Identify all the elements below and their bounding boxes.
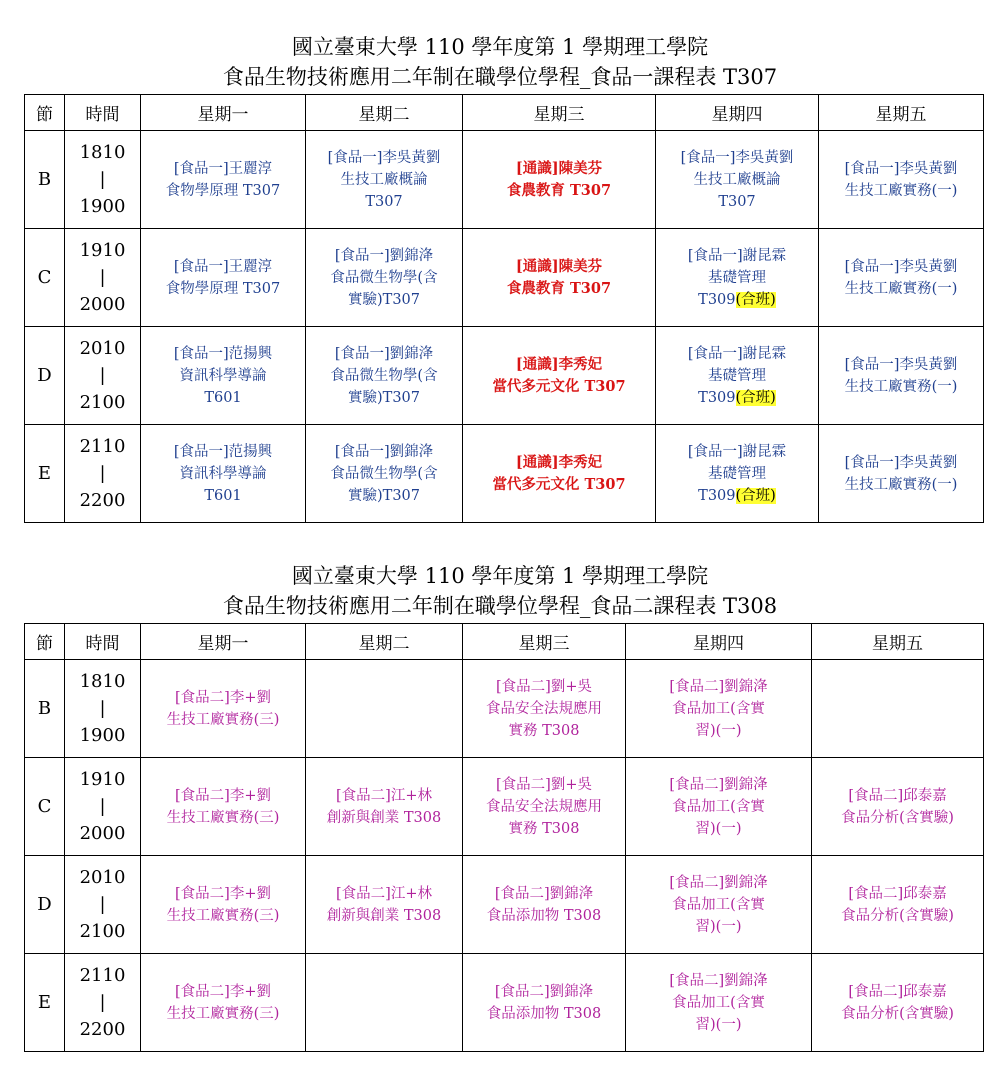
period-label: B xyxy=(25,131,65,229)
course-detail: 食品微生物學(含 xyxy=(330,269,438,286)
course-instructor: [食品一]李吳黃劉 xyxy=(844,160,958,177)
course-instructor: [食品一]李吳黃劉 xyxy=(844,454,958,471)
course-cell xyxy=(626,660,812,758)
time-separator: | xyxy=(99,698,106,719)
course-cell xyxy=(463,856,626,954)
course-detail: 食品微生物學(含 xyxy=(330,367,438,384)
course-instructor: [食品一]范揚興 xyxy=(173,345,273,362)
table1-title-line1: 國立臺東大學 110 學年度第 1 學期理工學院 xyxy=(291,35,709,59)
course-detail: 食農教育 T307 xyxy=(506,181,612,199)
room-code: T309 xyxy=(698,487,736,504)
period-label: E xyxy=(25,954,65,1052)
course-instructor: [食品二]劉錦洚 xyxy=(669,776,768,793)
course-detail: 習)(一) xyxy=(695,820,742,837)
course-detail: 實驗)T307 xyxy=(347,389,420,406)
course-cell xyxy=(306,131,463,229)
course-instructor: [食品二]李+劉 xyxy=(175,689,271,706)
course-cell xyxy=(626,954,812,1052)
time-separator: | xyxy=(99,169,106,190)
course-detail: 基礎管理 xyxy=(708,465,766,482)
course-detail: 食品分析(含實驗) xyxy=(841,907,954,924)
room-code: T309 xyxy=(698,291,736,308)
time-start: 1810 xyxy=(79,142,126,163)
course-detail: 食物學原理 T307 xyxy=(165,280,281,297)
header-weekday: 星期三 xyxy=(463,624,626,660)
course-detail: 實務 T308 xyxy=(508,722,580,739)
course-cell xyxy=(812,758,984,856)
course-cell xyxy=(656,327,819,425)
course-cell xyxy=(463,660,626,758)
schedule-row xyxy=(25,954,984,1052)
course-cell xyxy=(141,327,306,425)
course-detail: 食品安全法規應用 xyxy=(486,700,602,717)
course-cell xyxy=(141,954,306,1052)
course-cell xyxy=(819,131,984,229)
schedule-row xyxy=(25,856,984,954)
period-label: D xyxy=(25,856,65,954)
course-cell xyxy=(306,660,463,758)
course-instructor: [食品二]劉+吳 xyxy=(496,776,592,793)
course-cell xyxy=(626,856,812,954)
time-end: 2100 xyxy=(79,921,126,942)
course-cell xyxy=(306,758,463,856)
time-cell xyxy=(65,425,141,523)
course-detail: 實驗)T307 xyxy=(347,291,420,308)
course-cell xyxy=(819,425,984,523)
course-instructor: [食品一]劉錦洚 xyxy=(334,247,434,264)
course-detail: 實驗)T307 xyxy=(347,487,420,504)
header-weekday: 星期一 xyxy=(141,95,306,131)
course-instructor: [食品一]謝昆霖 xyxy=(687,345,787,362)
table1-title xyxy=(0,32,1000,92)
course-cell xyxy=(463,229,656,327)
course-detail: 實務 T308 xyxy=(508,820,580,837)
room-code: T309 xyxy=(698,389,736,406)
course-detail: 生技工廠實務(三) xyxy=(166,907,280,924)
course-instructor: [食品一]李吳黃劉 xyxy=(327,149,441,166)
header-weekday: 星期五 xyxy=(819,95,984,131)
course-instructor: [食品二]江+林 xyxy=(336,787,432,804)
course-detail: T307 xyxy=(365,193,403,210)
header-time: 時間 xyxy=(65,624,141,660)
time-end: 2200 xyxy=(79,1019,126,1040)
course-instructor: [通識]李秀妃 xyxy=(515,355,603,373)
course-cell xyxy=(812,954,984,1052)
time-cell xyxy=(65,327,141,425)
course-instructor: [食品二]李+劉 xyxy=(175,885,271,902)
time-end: 2100 xyxy=(79,392,126,413)
course-instructor: [食品二]劉錦洚 xyxy=(669,678,768,695)
schedule-row xyxy=(25,229,984,327)
header-weekday: 星期四 xyxy=(656,95,819,131)
period-label: C xyxy=(25,229,65,327)
table1-title-line2: 食品生物技術應用二年制在職學位學程_食品一課程表 T307 xyxy=(222,65,778,89)
course-detail: 食品分析(含實驗) xyxy=(841,809,954,826)
course-detail: 食物學原理 T307 xyxy=(165,182,281,199)
time-separator: | xyxy=(99,992,106,1013)
course-detail: 習)(一) xyxy=(695,918,742,935)
course-instructor: [食品二]劉錦洚 xyxy=(669,874,768,891)
course-detail: 生技工廠實務(三) xyxy=(166,711,280,728)
course-cell xyxy=(141,229,306,327)
time-start: 1810 xyxy=(79,671,126,692)
course-detail: 習)(一) xyxy=(695,722,742,739)
course-instructor: [通識]陳美芬 xyxy=(515,159,603,177)
header-time: 時間 xyxy=(65,95,141,131)
course-detail: 生技工廠實務(三) xyxy=(166,809,280,826)
table2-title-line2: 食品生物技術應用二年制在職學位學程_食品二課程表 T308 xyxy=(222,594,778,618)
course-detail: 食農教育 T307 xyxy=(506,279,612,297)
course-cell xyxy=(463,758,626,856)
course-detail: 食品安全法規應用 xyxy=(486,798,602,815)
course-instructor: [食品二]劉錦洚 xyxy=(494,983,594,1000)
course-instructor: [食品一]王麗淳 xyxy=(173,160,273,177)
course-instructor: [食品二]李+劉 xyxy=(175,983,271,1000)
course-cell xyxy=(463,954,626,1052)
course-instructor: [食品一]李吳黃劉 xyxy=(844,356,958,373)
time-cell xyxy=(65,660,141,758)
course-cell xyxy=(306,954,463,1052)
course-instructor: [食品一]李吳黃劉 xyxy=(844,258,958,275)
course-detail: 生技工廠概論 xyxy=(340,171,428,188)
course-detail: 生技工廠實務(一) xyxy=(844,476,958,493)
schedule-row xyxy=(25,660,984,758)
course-detail: 食品分析(含實驗) xyxy=(841,1005,954,1022)
course-cell xyxy=(463,425,656,523)
course-instructor: [食品二]劉錦洚 xyxy=(494,885,594,902)
course-cell xyxy=(812,660,984,758)
header-period: 節 xyxy=(25,95,65,131)
course-instructor: [食品一]劉錦洚 xyxy=(334,345,434,362)
period-label: E xyxy=(25,425,65,523)
header-weekday: 星期四 xyxy=(626,624,812,660)
time-separator: | xyxy=(99,796,106,817)
course-cell xyxy=(306,425,463,523)
course-detail: 食品加工(含實 xyxy=(672,700,765,717)
course-instructor: [食品一]劉錦洚 xyxy=(334,443,434,460)
course-cell xyxy=(812,856,984,954)
time-start: 2110 xyxy=(79,436,126,457)
course-detail: 食品加工(含實 xyxy=(672,896,765,913)
course-cell xyxy=(141,758,306,856)
course-detail: T307 xyxy=(718,193,756,210)
period-label: C xyxy=(25,758,65,856)
schedule-table-food1 xyxy=(24,94,984,523)
course-cell xyxy=(463,131,656,229)
course-cell xyxy=(626,758,812,856)
time-end: 2000 xyxy=(79,294,126,315)
course-cell xyxy=(819,229,984,327)
header-weekday: 星期二 xyxy=(306,624,463,660)
course-detail: 當代多元文化 T307 xyxy=(492,377,626,395)
course-instructor: [食品一]范揚興 xyxy=(173,443,273,460)
course-detail xyxy=(660,485,814,507)
time-start: 2010 xyxy=(79,338,126,359)
time-end: 1900 xyxy=(79,725,126,746)
combined-class-badge: (合班) xyxy=(735,291,776,308)
course-detail: 生技工廠實務(三) xyxy=(166,1005,280,1022)
time-end: 2000 xyxy=(79,823,126,844)
course-detail: 生技工廠實務(一) xyxy=(844,182,958,199)
course-cell xyxy=(306,327,463,425)
time-separator: | xyxy=(99,894,106,915)
time-separator: | xyxy=(99,365,106,386)
course-detail xyxy=(660,289,814,311)
header-row xyxy=(25,624,984,660)
course-instructor: [食品二]江+林 xyxy=(336,885,432,902)
course-detail xyxy=(660,387,814,409)
combined-class-badge: (合班) xyxy=(735,389,776,406)
course-instructor: [食品二]邱泰嘉 xyxy=(848,983,947,1000)
course-detail: 食品加工(含實 xyxy=(672,798,765,815)
course-instructor: [通識]陳美芬 xyxy=(515,257,603,275)
course-instructor: [食品一]李吳黃劉 xyxy=(680,149,794,166)
course-detail: 資訊科學導論 xyxy=(179,465,267,482)
course-instructor: [食品一]王麗淳 xyxy=(173,258,273,275)
course-detail: T601 xyxy=(204,487,242,504)
time-end: 2200 xyxy=(79,490,126,511)
course-detail: 基礎管理 xyxy=(708,269,766,286)
header-weekday: 星期一 xyxy=(141,624,306,660)
course-instructor: [食品二]邱泰嘉 xyxy=(848,885,947,902)
time-end: 1900 xyxy=(79,196,126,217)
schedule-row xyxy=(25,425,984,523)
header-weekday: 星期二 xyxy=(306,95,463,131)
time-cell xyxy=(65,758,141,856)
time-separator: | xyxy=(99,267,106,288)
schedule-table-food2 xyxy=(24,623,984,1052)
time-cell xyxy=(65,229,141,327)
schedule-row xyxy=(25,327,984,425)
course-instructor: [食品一]謝昆霖 xyxy=(687,247,787,264)
period-label: D xyxy=(25,327,65,425)
header-row xyxy=(25,95,984,131)
course-cell xyxy=(141,856,306,954)
course-detail: 創新與創業 T308 xyxy=(326,907,442,924)
course-cell xyxy=(656,229,819,327)
time-separator: | xyxy=(99,463,106,484)
course-instructor: [食品二]李+劉 xyxy=(175,787,271,804)
combined-class-badge: (合班) xyxy=(735,487,776,504)
course-detail: 食品加工(含實 xyxy=(672,994,765,1011)
header-weekday: 星期三 xyxy=(463,95,656,131)
time-cell xyxy=(65,856,141,954)
time-start: 1910 xyxy=(79,769,126,790)
course-detail: 生技工廠概論 xyxy=(693,171,781,188)
table2-title xyxy=(0,561,1000,621)
course-cell xyxy=(656,425,819,523)
course-detail: T601 xyxy=(204,389,242,406)
course-cell xyxy=(141,131,306,229)
time-start: 1910 xyxy=(79,240,126,261)
course-instructor: [通識]李秀妃 xyxy=(515,453,603,471)
course-detail: 食品添加物 T308 xyxy=(486,907,602,924)
course-detail: 生技工廠實務(一) xyxy=(844,378,958,395)
course-detail: 食品微生物學(含 xyxy=(330,465,438,482)
course-instructor: [食品二]邱泰嘉 xyxy=(848,787,947,804)
time-cell xyxy=(65,954,141,1052)
course-cell xyxy=(306,856,463,954)
course-cell xyxy=(306,229,463,327)
period-label: B xyxy=(25,660,65,758)
course-detail: 習)(一) xyxy=(695,1016,742,1033)
course-instructor: [食品一]謝昆霖 xyxy=(687,443,787,460)
course-detail: 資訊科學導論 xyxy=(179,367,267,384)
course-detail: 食品添加物 T308 xyxy=(486,1005,602,1022)
time-start: 2010 xyxy=(79,867,126,888)
course-cell xyxy=(141,660,306,758)
course-detail: 基礎管理 xyxy=(708,367,766,384)
schedule-row xyxy=(25,131,984,229)
schedule-row xyxy=(25,758,984,856)
course-cell xyxy=(819,327,984,425)
course-instructor: [食品二]劉錦洚 xyxy=(669,972,768,989)
header-weekday: 星期五 xyxy=(812,624,984,660)
time-start: 2110 xyxy=(79,965,126,986)
course-detail: 生技工廠實務(一) xyxy=(844,280,958,297)
header-period: 節 xyxy=(25,624,65,660)
course-detail: 當代多元文化 T307 xyxy=(492,475,626,493)
course-detail: 創新與創業 T308 xyxy=(326,809,442,826)
course-instructor: [食品二]劉+吳 xyxy=(496,678,592,695)
course-cell xyxy=(656,131,819,229)
time-cell xyxy=(65,131,141,229)
course-cell xyxy=(141,425,306,523)
table2-title-line1: 國立臺東大學 110 學年度第 1 學期理工學院 xyxy=(291,564,709,588)
course-cell xyxy=(463,327,656,425)
